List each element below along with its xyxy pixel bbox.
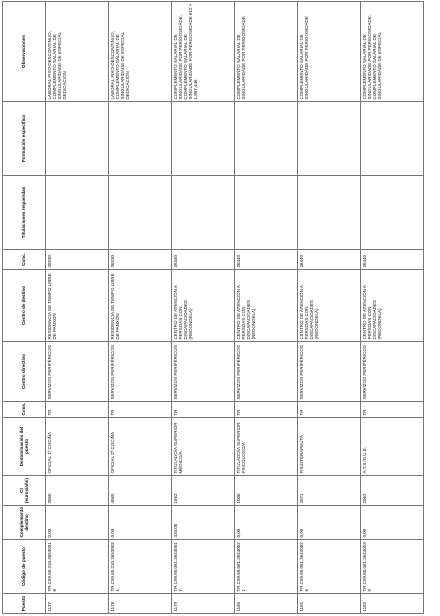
table-row xyxy=(46,2,109,614)
positions-table xyxy=(2,1,424,614)
cell-codigo: TR.C99.60.061.36440026 xyxy=(298,540,361,594)
cell-cons: TR xyxy=(109,402,172,418)
cell-complemento: 410,00 xyxy=(172,506,235,540)
cell-centro-destino: CENTRO DE ATENCIÓN A PERSOAS CON DISCAPACIDADES (REDONDELA) xyxy=(361,270,424,342)
table-row xyxy=(298,2,361,614)
cell-conc: 36530 xyxy=(109,250,172,270)
cell-formacion xyxy=(109,102,172,176)
header-formacion: Formación específica xyxy=(3,102,46,176)
cell-denominacion: TITULADO/A SUPERIOR MÉDICO/A xyxy=(172,418,235,476)
cell-puesto: 1180 xyxy=(235,594,298,614)
cell-observaciones: COMPLEMENTO SALARIAL DE SINGULARIDADE POR PERIGOSIDADE xyxy=(235,2,298,102)
header-titulaciones: Titulaciones requeridas xyxy=(3,176,46,250)
cell-formacion xyxy=(298,102,361,176)
cell-observaciones: LABORAL FIXO-DESCONTINUO, COMPLEMENTO SALARIAL DE SINGULARIDADE DE ESPECIAL DEDICACIÓN xyxy=(109,2,172,102)
table-row xyxy=(109,2,172,614)
cell-codigo: TR.C99.60.061.36440030 xyxy=(361,540,424,594)
cell-ct: 4065 xyxy=(109,476,172,506)
cell-puesto: 1182 xyxy=(361,594,424,614)
cell-observaciones: COMPLEMENTO SALARIAL DE SINGULARIDADE POR PERIGOSIDADE xyxy=(298,2,361,102)
header-ct: Ct (euros/año) xyxy=(3,476,46,506)
cell-centro-destino: RESIDENCIA DE TEMPO LIBRE DE PANXÓN xyxy=(109,270,172,342)
cell-complemento: 0,00 xyxy=(109,506,172,540)
cell-titulaciones xyxy=(46,176,109,250)
table-row xyxy=(361,2,424,614)
cell-ct: 1066 xyxy=(235,476,298,506)
cell-titulaciones xyxy=(109,176,172,250)
cell-titulaciones xyxy=(235,176,298,250)
cell-centro-directivo: SERVIZOS PERIFÉRICOS xyxy=(172,342,235,402)
cell-codigo: TR.C99.60.061.36440017 xyxy=(172,540,235,594)
cell-codigo: TR.C99.60.061.36440021 xyxy=(235,540,298,594)
cell-complemento: 0,00 xyxy=(298,506,361,540)
cell-observaciones: LABORAL FIXO-DESCONTINUO, COMPLEMENTO SALARIAL DE SINGULARIDADE DE ESPECIAL DEDICACIÓN xyxy=(46,2,109,102)
cell-formacion xyxy=(46,102,109,176)
header-codigo: Código de puesto xyxy=(3,540,46,594)
cell-codigo: TR.C99.60.210.36530018 xyxy=(46,540,109,594)
cell-denominacion: FISIOTERAPEUTA xyxy=(298,418,361,476)
cell-observaciones: COMPLEMENTO SALARIAL DE SINGULARIDADE POR PERIGOSIDADE. COMPLEMENTO SALARIAL DE SINGULARIDADE POR PERIGOSIDADE 812 + 1.807,44€ xyxy=(172,2,235,102)
table-header xyxy=(3,2,46,614)
cell-cons: TR xyxy=(235,402,298,418)
cell-formacion xyxy=(361,102,424,176)
cell-centro-directivo: SERVIZOS PERIFÉRICOS xyxy=(235,342,298,402)
cell-ct: 1662 xyxy=(172,476,235,506)
cell-denominacion: OFICIAL 1ª COCIÑA xyxy=(46,418,109,476)
header-observaciones: Observaciones xyxy=(3,2,46,102)
cell-denominacion: TITULADO/A SUPERIOR PSICÓLOGO/A xyxy=(235,418,298,476)
cell-puesto: 1178 xyxy=(109,594,172,614)
cell-complemento: 0,00 xyxy=(361,506,424,540)
cell-cons: TR xyxy=(298,402,361,418)
cell-centro-destino: RESIDENCIA DE TEMPO LIBRE DE PANXÓN xyxy=(46,270,109,342)
cell-centro-destino: CENTRO DE ATENCIÓN A PERSOAS CON DISCAPACIDADES (REDONDELA) xyxy=(235,270,298,342)
cell-complemento: 0,00 xyxy=(235,506,298,540)
cell-centro-directivo: SERVIZOS PERIFÉRICOS xyxy=(361,342,424,402)
cell-ct: 2071 xyxy=(298,476,361,506)
cell-puesto: 1181 xyxy=(298,594,361,614)
cell-conc: 36440 xyxy=(235,250,298,270)
cell-centro-directivo: SERVIZOS PERIFÉRICOS xyxy=(298,342,361,402)
cell-centro-destino: CENTRO DE ATENCIÓN A PERSOAS CON DISCAPACIDADES (REDONDELA) xyxy=(298,270,361,342)
cell-conc: 36530 xyxy=(46,250,109,270)
cell-titulaciones xyxy=(298,176,361,250)
header-cons: Cons. xyxy=(3,402,46,418)
header-denominacion: Denominación del puesto xyxy=(3,418,46,476)
cell-observaciones: COMPLEMENTO SALARIAL DE SINGULARIDADE POR PERIGOSIDADE. COMPLEMENTO SALARIAL DE SINGULARIDADE DE ESPECIAL xyxy=(361,2,424,102)
cell-cons: TR xyxy=(172,402,235,418)
table-row xyxy=(235,2,298,614)
header-centro-destino: Centro de destino xyxy=(3,270,46,342)
header-centro-directivo: Centro directivo xyxy=(3,342,46,402)
cell-denominacion: OFICIAL 2ª COCIÑA xyxy=(109,418,172,476)
header-complemento: Complemento destino xyxy=(3,506,46,540)
header-conc: Conc. xyxy=(3,250,46,270)
cell-conc: 36440 xyxy=(361,250,424,270)
cell-titulaciones xyxy=(172,176,235,250)
table-row xyxy=(172,2,235,614)
cell-complemento: 0,00 xyxy=(46,506,109,540)
cell-formacion xyxy=(235,102,298,176)
cell-conc: 36440 xyxy=(172,250,235,270)
cell-puesto: 1177 xyxy=(46,594,109,614)
cell-centro-directivo: SERVIZOS PERIFÉRICOS xyxy=(46,342,109,402)
header-puesto: Puesto xyxy=(3,594,46,614)
cell-cons: TR xyxy=(361,402,424,418)
cell-formacion xyxy=(172,102,235,176)
cell-denominacion: A.T.S./D.U.E. xyxy=(361,418,424,476)
cell-conc: 36440 xyxy=(298,250,361,270)
cell-titulaciones xyxy=(361,176,424,250)
cell-codigo: TR.C99.60.210.36530031 xyxy=(109,540,172,594)
cell-ct: 3065 xyxy=(46,476,109,506)
cell-centro-directivo: SERVIZOS PERIFÉRICOS xyxy=(109,342,172,402)
cell-ct: 2062 xyxy=(361,476,424,506)
cell-cons: TR xyxy=(46,402,109,418)
cell-centro-destino: CENTRO DE ATENCIÓN A PERSOAS CON DISCAPACIDADES (REDONDELA) xyxy=(172,270,235,342)
cell-puesto: 1179 xyxy=(172,594,235,614)
